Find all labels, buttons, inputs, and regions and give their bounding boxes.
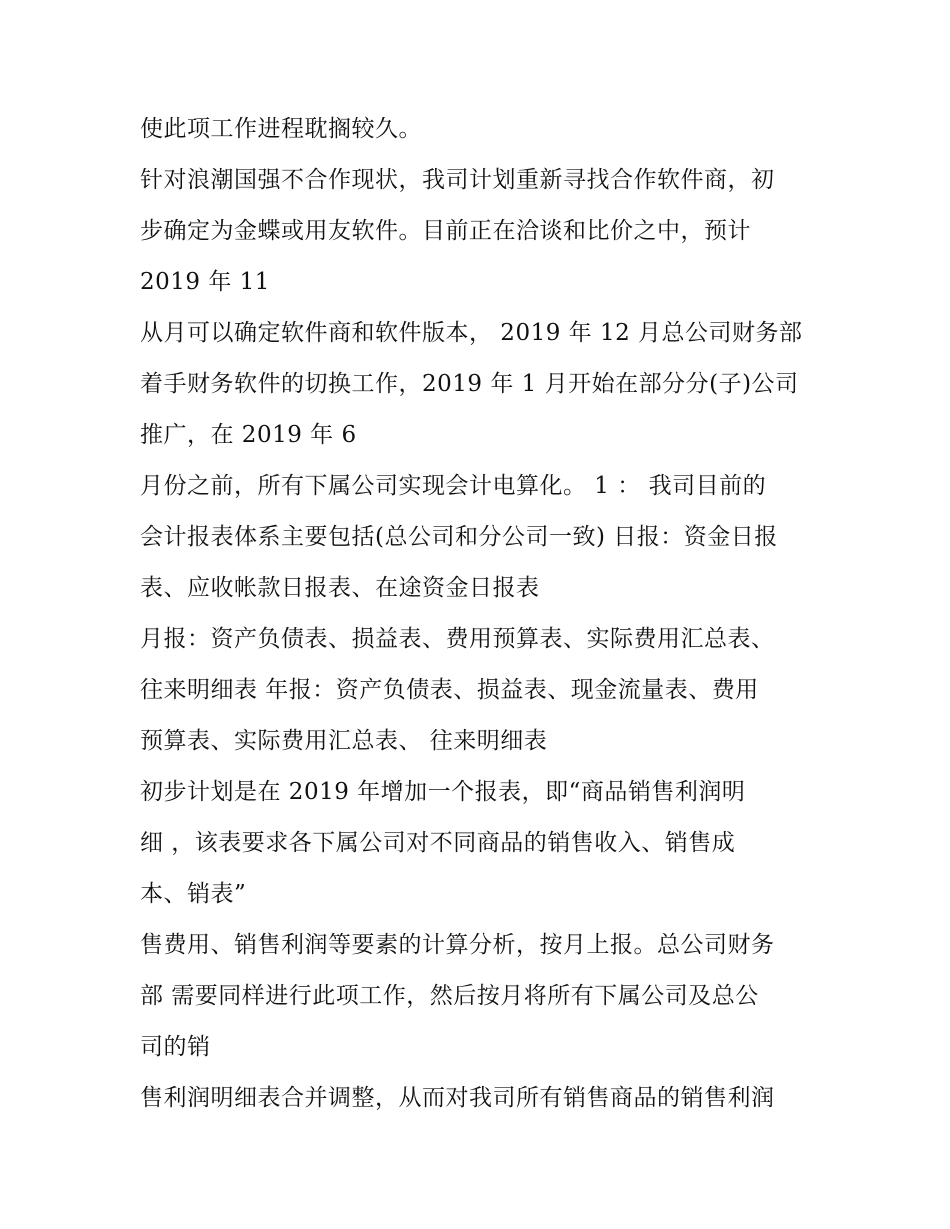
text-line: 售费用、销售利润等要素的计算分析，按月上报。总公司财务 xyxy=(140,932,775,958)
text-line: 会计报表体系主要包括(总公司和分公司一致) 日报：资金日报 xyxy=(140,524,778,550)
text-line: 从月可以确定软件商和软件版本， 2019 年 12 月总公司财务部 xyxy=(140,320,803,346)
text-line: 针对浪潮国强不合作现状，我司计划重新寻找合作软件商，初 xyxy=(140,167,775,193)
text-line: 步确定为金蝶或用友软件。目前正在洽谈和比价之中，预计 xyxy=(140,218,751,244)
text-line: 月报：资产负债表、损益表、费用预算表、实际费用汇总表、 xyxy=(140,626,775,652)
document-body xyxy=(140,104,830,1124)
text-line: 表、应收帐款日报表、在途资金日报表 xyxy=(140,575,540,601)
text-line: 2019 年 11 xyxy=(140,269,270,295)
text-line: 使此项工作进程耽搁较久。 xyxy=(140,116,422,142)
text-line: 售利润明细表合并调整，从而对我司所有销售商品的销售利润 xyxy=(140,1085,775,1111)
text-line: 初步计划是在 2019 年增加一个报表，即“商品销售利润明 xyxy=(140,779,746,805)
text-line: 着手财务软件的切换工作，2019 年 1 月开始在部分分(子)公司 xyxy=(140,371,799,397)
text-line: 推广，在 2019 年 6 xyxy=(140,422,357,448)
text-line: 细 ，该表要求各下属公司对不同商品的销售收入、销售成 xyxy=(140,830,736,856)
text-line: 本、销表” xyxy=(140,881,247,907)
text-line: 部 需要同样进行此项工作，然后按月将所有下属公司及总公 xyxy=(140,983,759,1009)
text-line: 月份之前，所有下属公司实现会计电算化。 1 ： 我司目前的 xyxy=(140,473,767,499)
text-line: 预算表、实际费用汇总表、 往来明细表 xyxy=(140,728,548,754)
text-line: 往来明细表 年报：资产负债表、损益表、现金流量表、费用 xyxy=(140,677,759,703)
text-line: 司的销 xyxy=(140,1034,211,1060)
